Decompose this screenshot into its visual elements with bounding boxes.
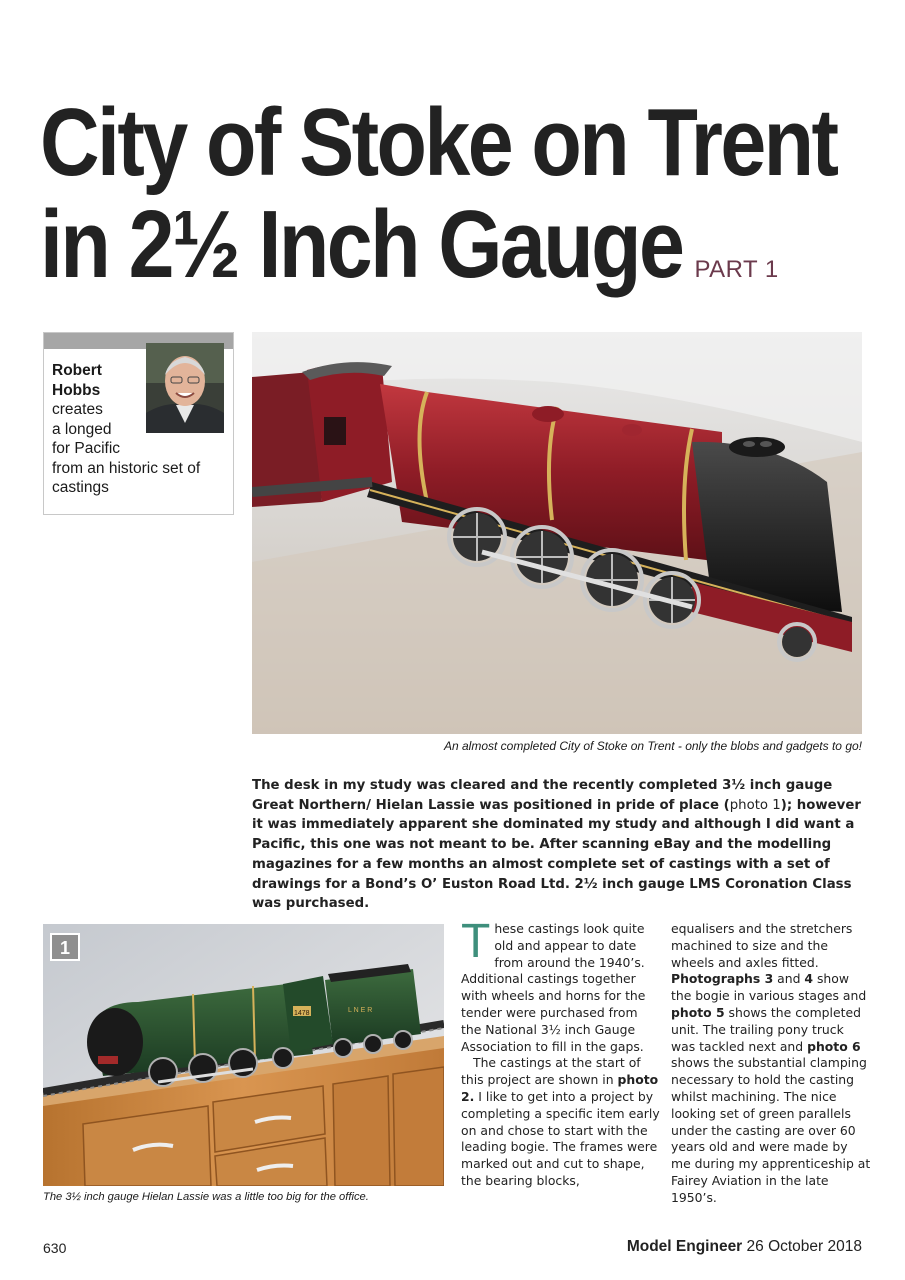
body-c2-ref-photographs-3: Photographs 3 (671, 971, 774, 987)
body-paragraph-3 (671, 921, 871, 1207)
headline-line-1: City of Stoke on Trent (40, 89, 837, 196)
headline-line-2 (40, 191, 779, 321)
body-c2-and: and (773, 971, 805, 987)
footer-date: 26 October 2018 (742, 1238, 862, 1255)
author-last-name: Hobbs (52, 381, 101, 399)
intro-paragraph (252, 776, 862, 914)
footer-magazine: Model Engineer (626, 1238, 743, 1255)
photo-1-loco-number: 1478 (294, 1010, 310, 1017)
body-column-2 (671, 921, 871, 1207)
body-p2-photo-ref: photo 2. (461, 1072, 659, 1104)
body-paragraph-1 (461, 915, 661, 1055)
photo-1-green-locomotive (43, 924, 444, 1186)
hero-photo-red-locomotive (252, 332, 862, 734)
headline (40, 89, 837, 321)
part-label: PART 1 (694, 256, 779, 283)
photo-1-number-badge: 1 (59, 938, 71, 958)
body-c2-ref-photo-6: photo 6 (807, 1038, 861, 1054)
author-tagline-3: for Pacific (52, 440, 121, 457)
headline-line-2-text: in 2½ Inch Gauge (40, 191, 683, 298)
author-tagline-4: from an historic set of (52, 459, 201, 477)
body-p2-text-a: The castings at the start of this project are shown in (461, 1055, 641, 1088)
author-box (43, 332, 234, 515)
body-c2-text-a: equalisers and the stretchers machined to size and the wheels and axles fitted. (671, 921, 853, 970)
author-tagline-5: castings (52, 479, 109, 496)
hero-caption: An almost completed City of Stoke on Trent - only the blobs and gadgets to go! (443, 739, 862, 753)
intro-text-b: ); however it was immediately apparent she dominated my study and although I did want a Pacific, this one was not meant to be. After scanning eBay and the modelling magazines for a few months an almost complete set of castings with a set of drawings for a Bond’s O’ Euston Road Ltd. 2½ inch gauge LMS Coronation Class was purchased. (252, 797, 861, 912)
body-c2-ref-photo-5: photo 5 (671, 1004, 725, 1020)
author-first-name: Robert (52, 362, 102, 379)
author-tagline-1: creates (52, 401, 103, 418)
body-c2-text-b: show the bogie in various stages and (671, 971, 867, 1004)
photo-1-caption: The 3½ inch gauge Hielan Lassie was a little too big for the office. (43, 1191, 369, 1203)
body-c2-text-d: shows the substantial clamping necessary to hold the casting whilst machining. The nice looking set of green parallels under the casting are over 60 years old and were made by me during my apprenticeship at Fairey Aviation in the late 1950’s. (671, 1055, 871, 1205)
drop-cap: T (461, 915, 491, 968)
body-c2-text-c: shows the completed unit. The trailing pony truck was tackled next and (671, 1004, 861, 1054)
body-c2-ref-4: 4 (804, 971, 814, 987)
photo-1-tender-lettering: L N E R (348, 1007, 373, 1014)
author-tagline-2: a longed (52, 420, 112, 438)
footer-publication (540, 1238, 862, 1256)
intro-photo-ref: photo 1 (729, 797, 781, 813)
body-paragraph-2 (461, 1055, 661, 1189)
body-paragraph-1-text: hese castings look quite old and appear to date from around the 1940’s. Additional castings together with wheels and horns for the tender were purchased from the National 3½ inch Gauge Association to fill in the gaps. (461, 921, 646, 1054)
page-number: 630 (43, 1240, 67, 1256)
body-p2-text-b: I like to get into a project by completing a specific item early on and chose to start with the leading bogie. The frames were marked out and cut to shape, the bearing blocks, (461, 1088, 660, 1188)
intro-text-a: The desk in my study was cleared and the recently completed 3½ inch gauge Great Northern/ Hielan Lassie was positioned in pride of place ( (252, 778, 833, 813)
body-column-1 (461, 915, 661, 1190)
author-text (52, 361, 230, 498)
